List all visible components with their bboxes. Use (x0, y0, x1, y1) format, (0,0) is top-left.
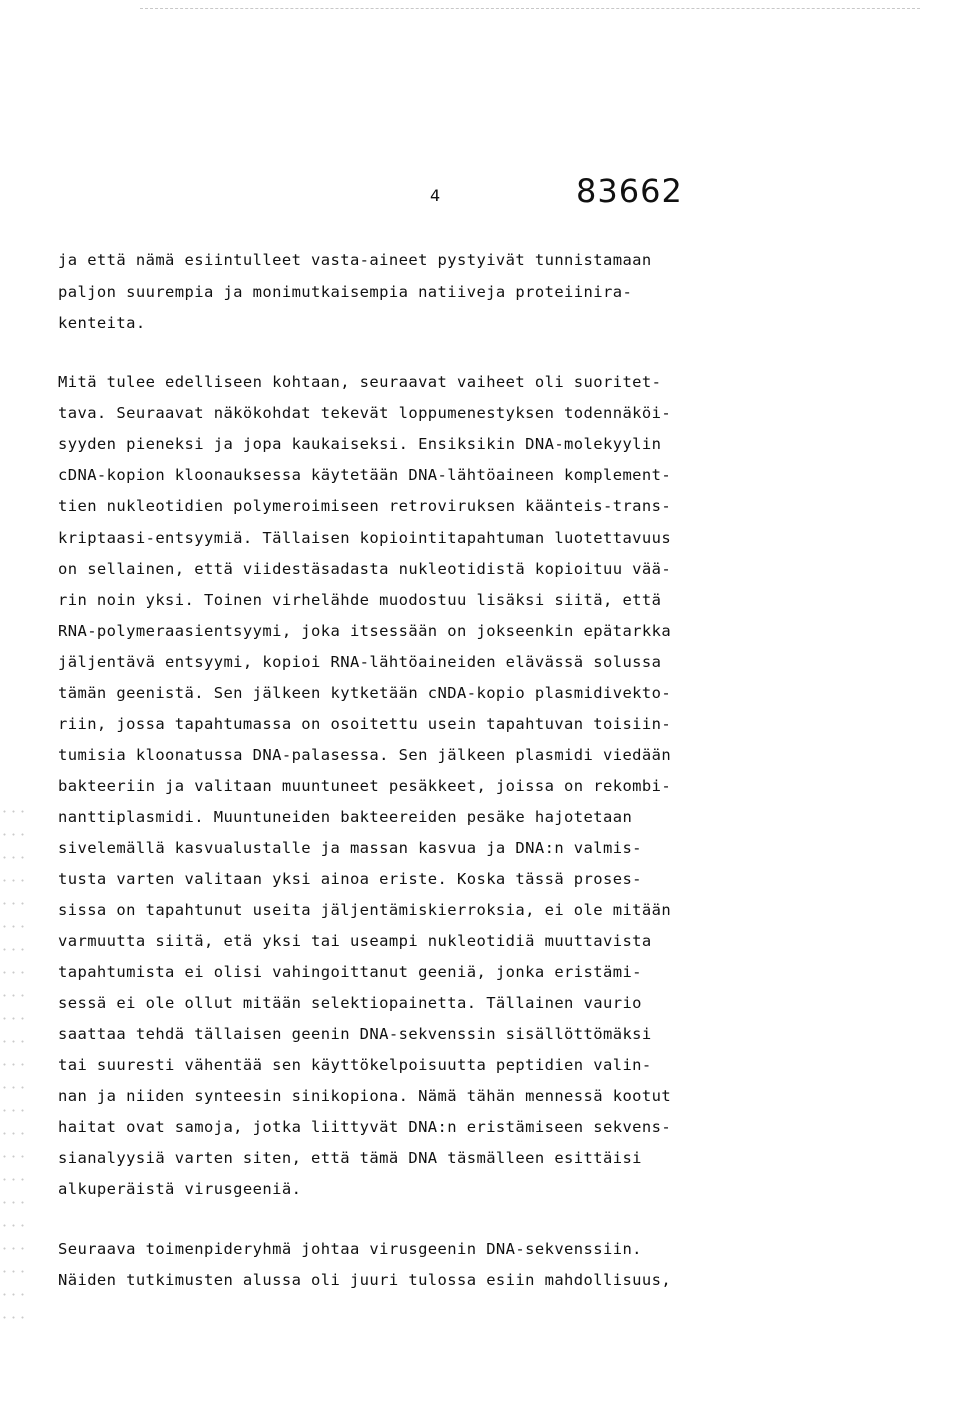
scan-margin-noise (0, 800, 30, 1320)
page-number: 4 (430, 186, 441, 205)
text-line: on sellainen, että viidestäsadasta nukleotidistä kopioituu vää- (58, 560, 672, 578)
text-line: ja että nämä esiintulleet vasta-aineet pystyivät tunnistamaan (58, 251, 652, 269)
text-line: tien nukleotidien polymeroimiseen retroviruksen käänteis-trans- (58, 497, 672, 515)
text-line: sianalyysiä varten siten, että tämä DNA täsmälleen esittäisi (58, 1149, 642, 1167)
text-line: paljon suurempia ja monimutkaisempia natiiveja proteiinira- (58, 283, 633, 301)
text-line: tusta varten valitaan yksi ainoa eriste. Koska tässä proses- (58, 870, 642, 888)
text-line: tava. Seuraavat näkökohdat tekevät loppumenestyksen todennäköi- (58, 404, 672, 422)
text-line: kenteita. (58, 314, 146, 332)
text-line: haitat ovat samoja, jotka liittyvät DNA:n eristämiseen sekvens- (58, 1118, 672, 1136)
text-line: bakteeriin ja valitaan muuntuneet pesäkkeet, joissa on rekombi- (58, 777, 672, 795)
text-line: tapahtumista ei olisi vahingoittanut geeniä, jonka eristämi- (58, 963, 642, 981)
text-line: nanttiplasmidi. Muuntuneiden bakteereiden pesäke hajotetaan (58, 808, 633, 826)
text-line: riin, jossa tapahtumassa on osoitettu usein tapahtuvan toisiin- (58, 715, 672, 733)
patent-number: 83662 (576, 172, 683, 210)
text-line: Näiden tutkimusten alussa oli juuri tulossa esiin mahdollisuus, (58, 1271, 672, 1289)
text-line: tumisia kloonatussa DNA-palasessa. Sen jälkeen plasmidi viedään (58, 746, 672, 764)
scan-top-edge (140, 8, 920, 9)
text-line: tai suuresti vähentää sen käyttökelpoisuutta peptidien valin- (58, 1056, 652, 1074)
text-line: kriptaasi-entsyymiä. Tällaisen kopiointitapahtuman luotettavuus (58, 529, 672, 547)
text-line: rin noin yksi. Toinen virhelähde muodostuu lisäksi siitä, että (58, 591, 662, 609)
text-line: Seuraava toimenpideryhmä johtaa virusgeenin DNA-sekvenssiin. (58, 1240, 642, 1258)
text-line: nan ja niiden synteesin sinikopiona. Nämä tähän mennessä kootut (58, 1087, 672, 1105)
text-line: varmuutta siitä, etä yksi tai useampi nukleotidiä muuttavista (58, 932, 652, 950)
text-line: syyden pieneksi ja jopa kaukaiseksi. Ensiksikin DNA-molekyylin (58, 435, 662, 453)
text-line: sissa on tapahtunut useita jäljentämiskierroksia, ei ole mitään (58, 901, 672, 919)
text-line: tämän geenistä. Sen jälkeen kytketään cNDA-kopio plasmidivekto- (58, 684, 672, 702)
text-line: cDNA-kopion kloonauksessa käytetään DNA-lähtöaineen komplement- (58, 466, 672, 484)
text-line: saattaa tehdä tällaisen geenin DNA-sekvenssin sisällöttömäksi (58, 1025, 652, 1043)
text-line: jäljentävä entsyymi, kopioi RNA-lähtöaineiden elävässä solussa (58, 653, 662, 671)
text-line: sivelemällä kasvualustalle ja massan kasvua ja DNA:n valmis- (58, 839, 642, 857)
text-line: RNA-polymeraasientsyymi, joka itsessään on jokseenkin epätarkka (58, 622, 672, 640)
text-line: alkuperäistä virusgeeniä. (58, 1180, 302, 1198)
text-line: sessä ei ole ollut mitään selektiopainetta. Tällainen vaurio (58, 994, 642, 1012)
text-line: Mitä tulee edelliseen kohtaan, seuraavat vaiheet oli suoritet- (58, 373, 662, 391)
